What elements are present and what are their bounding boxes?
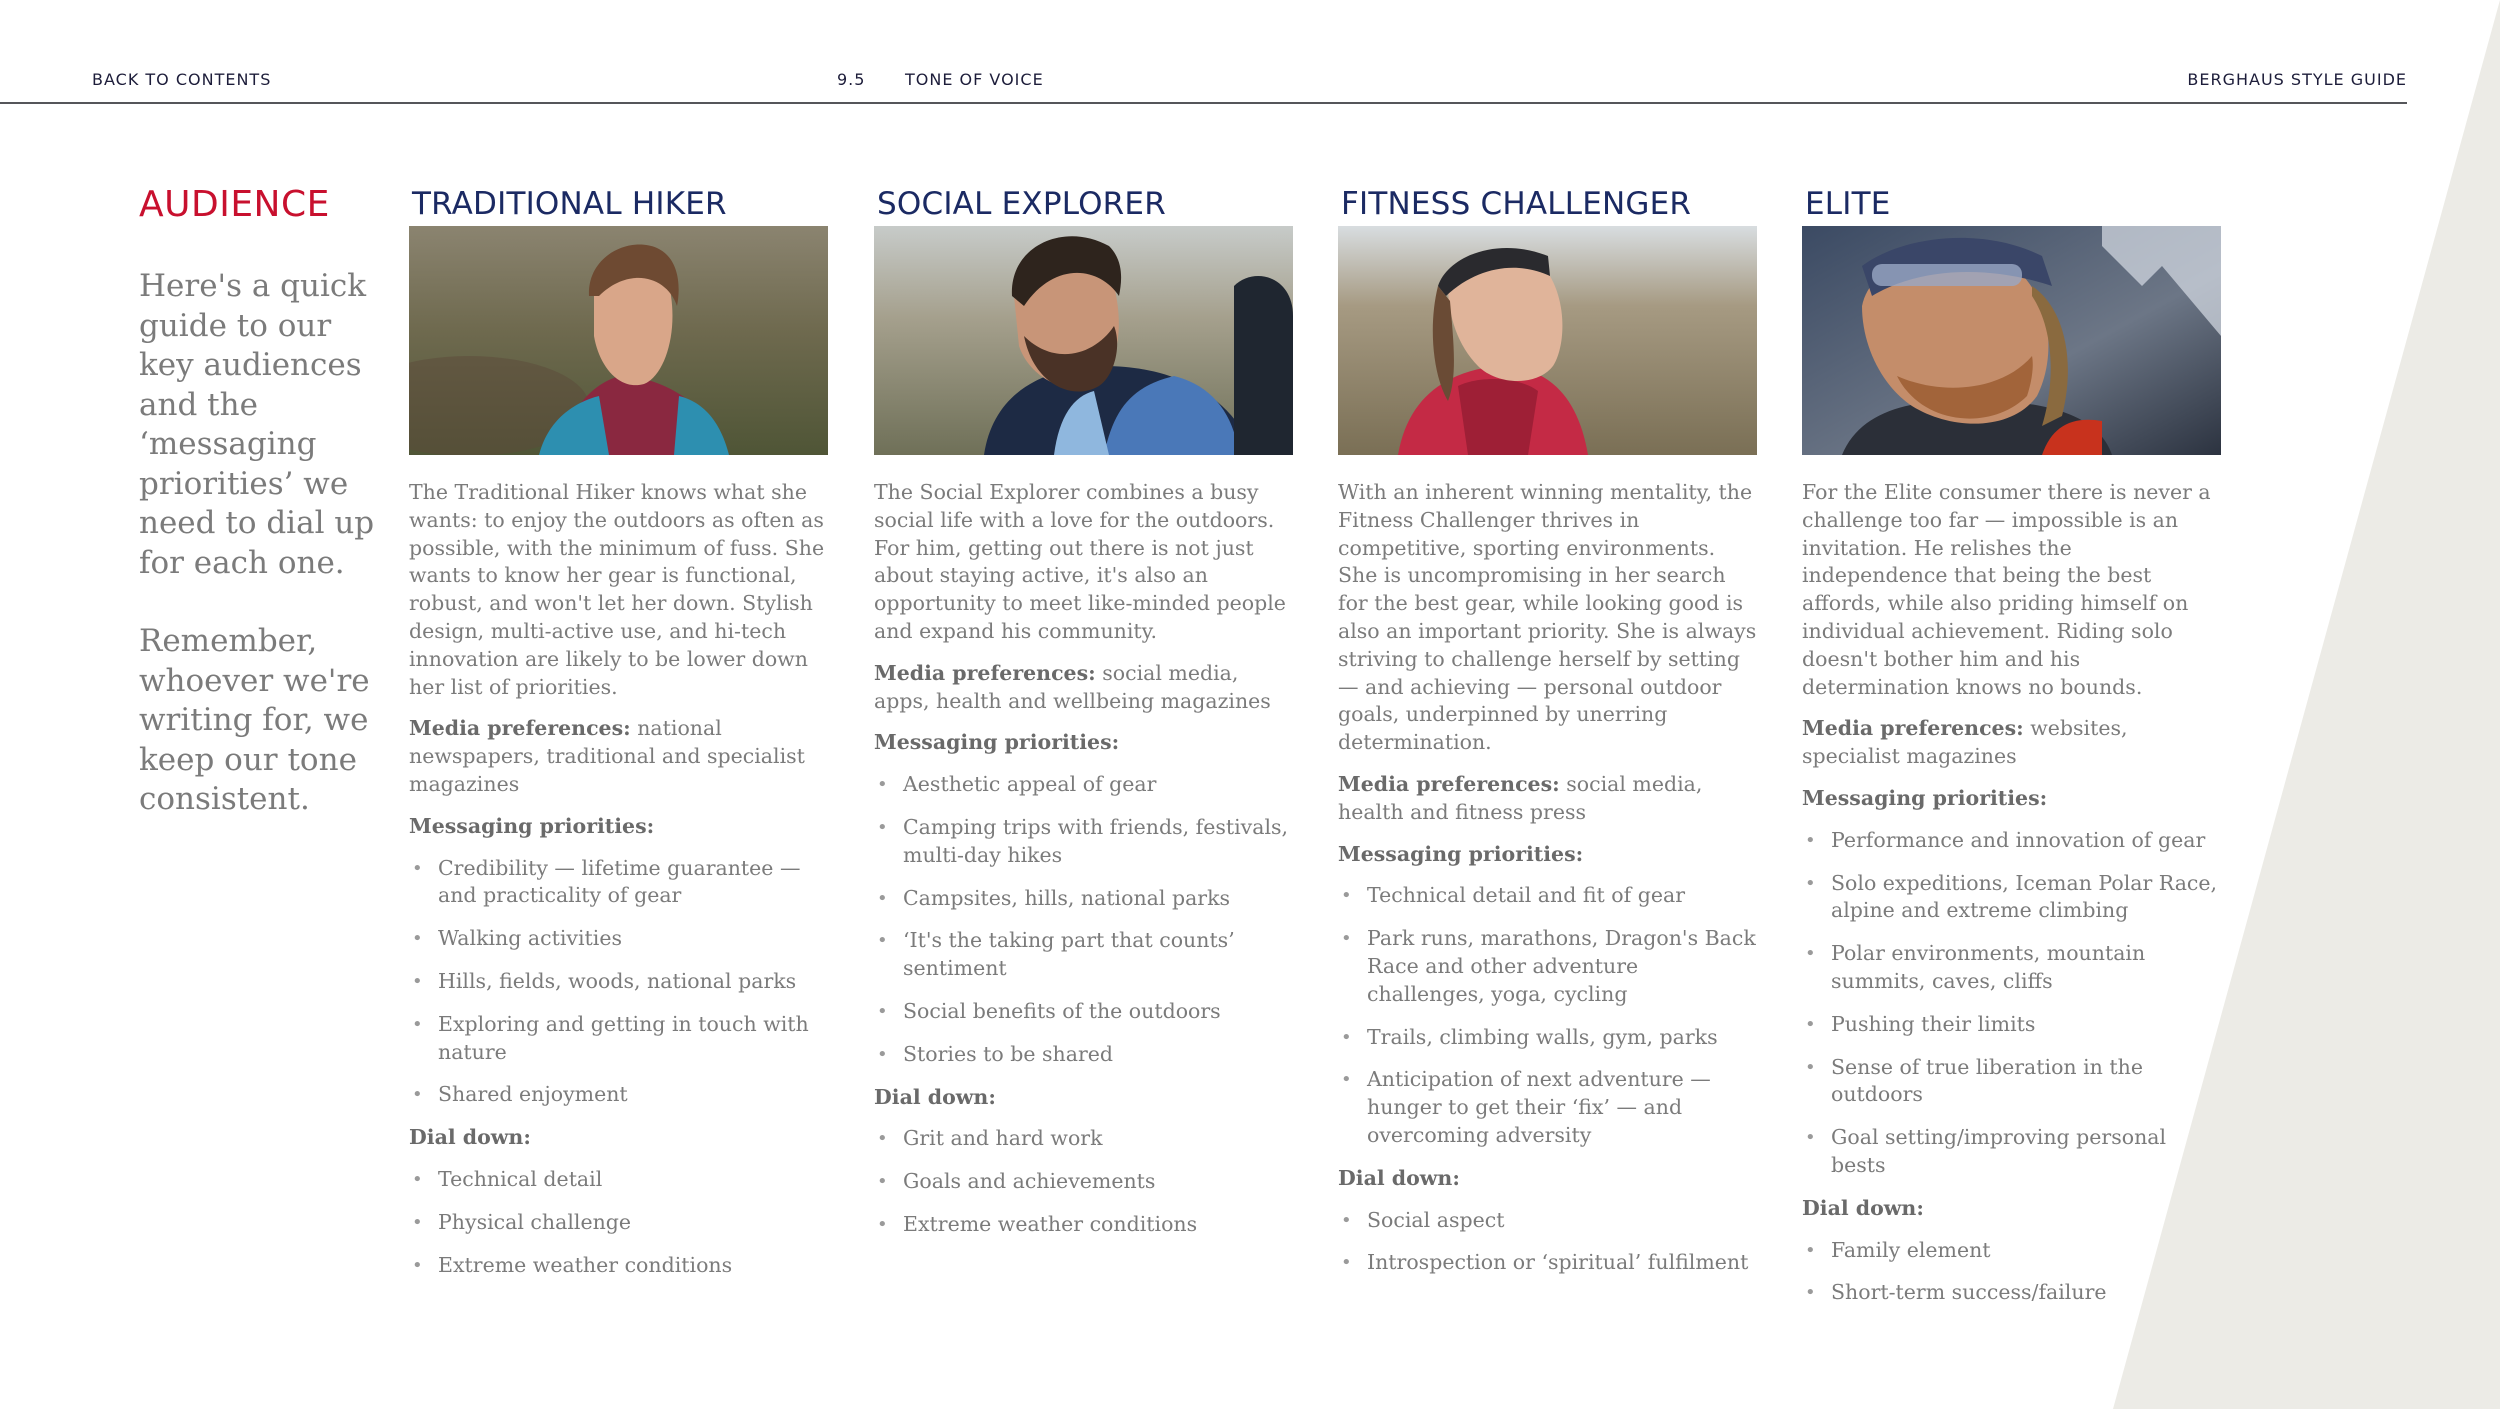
back-to-contents-link[interactable]: BACK TO CONTENTS [92, 70, 272, 89]
page-title: AUDIENCE [139, 184, 330, 225]
list-item: • Short-term success/failure [1802, 1279, 2222, 1307]
dial-down-list [874, 1125, 1294, 1238]
audience-description: With an inherent winning mentality, the Fitness Challenger thrives in competitive, sporting environments. She is uncompromising in her search for the best gear, while looking good is also an important priority. She is always striving to challenge herself by setting — and achieving — personal outdoor goals, underpinned by unerring determination. [1338, 480, 1757, 755]
messaging-priorities-label: Messaging priorities: [409, 813, 655, 838]
audience-description: The Traditional Hiker knows what she wants: to enjoy the outdoors as often as possible, with the minimum of fuss. She wants to know her gear is functional, robust, and won't let her down. Stylish design, multi-active use, and hi-tech innovation are likely to be lower down her list of priorities. [409, 480, 825, 699]
list-item: • Grit and hard work [874, 1125, 1294, 1153]
media-preferences [1338, 771, 1758, 827]
list-item: • Shared enjoyment [409, 1081, 829, 1109]
messaging-priorities-list [874, 771, 1294, 1068]
media-preferences [409, 715, 829, 798]
list-item: • Aesthetic appeal of gear [874, 771, 1294, 799]
list-item: • Goal setting/improving personal bests [1802, 1124, 2222, 1180]
audience-title: SOCIAL EXPLORER [877, 186, 1166, 222]
dial-down-label: Dial down: [874, 1084, 996, 1109]
list-item: • Performance and innovation of gear [1802, 827, 2222, 855]
audience-body [1338, 479, 1758, 1277]
list-item: • Solo expeditions, Iceman Polar Race, alpine and extreme climbing [1802, 870, 2222, 926]
list-item: • Technical detail [409, 1166, 829, 1194]
list-item: • Campsites, hills, national parks [874, 885, 1294, 913]
list-item: • Walking activities [409, 925, 829, 953]
list-item: • Exploring and getting in touch with nature [409, 1011, 829, 1067]
intro-paragraph: Here's a quick guide to our key audiences and the ‘messaging priorities’ we need to dial up for each one. [139, 268, 375, 581]
list-item: • Trails, climbing walls, gym, parks [1338, 1024, 1758, 1052]
list-item: • Camping trips with friends, festivals, multi-day hikes [874, 814, 1294, 870]
dial-down-label: Dial down: [1338, 1165, 1460, 1190]
audience-photo [1802, 226, 2221, 455]
list-item: • Pushing their limits [1802, 1011, 2222, 1039]
section-number: 9.5 [837, 70, 866, 89]
audience-photo [409, 226, 828, 455]
dial-down-list [1338, 1207, 1758, 1278]
list-item: • Park runs, marathons, Dragon's Back Race and other adventure challenges, yoga, cycling [1338, 925, 1758, 1008]
media-preferences-label: Media preferences: [1338, 771, 1560, 796]
intro-paragraph: Remember, whoever we're writing for, we keep our tone consistent. [139, 623, 370, 817]
messaging-priorities-list [409, 855, 829, 1110]
guide-title: BERGHAUS STYLE GUIDE [2187, 70, 2407, 89]
list-item: • Credibility — lifetime guarantee — and practicality of gear [409, 855, 829, 911]
page-header [0, 70, 2407, 104]
audience-column-fitness-challenger [1338, 184, 1758, 1292]
media-preferences [1802, 715, 2222, 771]
media-preferences-label: Media preferences: [874, 660, 1096, 685]
audience-title: TRADITIONAL HIKER [412, 186, 727, 222]
section-title: TONE OF VOICE [905, 70, 1044, 89]
messaging-priorities-label: Messaging priorities: [1338, 841, 1584, 866]
audience-description: The Social Explorer combines a busy social life with a love for the outdoors. For him, getting out there is not just about staying active, it's also an opportunity to meet like-minded people and expand his community. [874, 480, 1286, 643]
media-preferences-text: websites, specialist magazines [1802, 716, 2128, 769]
media-preferences [874, 660, 1294, 716]
audience-body [409, 479, 829, 1279]
list-item: • Technical detail and fit of gear [1338, 882, 1758, 910]
audience-body [874, 479, 1294, 1239]
list-item: • Social benefits of the outdoors [874, 998, 1294, 1026]
list-item: • Introspection or ‘spiritual’ fulfilment [1338, 1249, 1758, 1277]
media-preferences-label: Media preferences: [409, 716, 631, 741]
media-preferences-text: social media, health and fitness press [1338, 771, 1703, 824]
dial-down-label: Dial down: [409, 1125, 531, 1150]
list-item: • Polar environments, mountain summits, caves, cliffs [1802, 940, 2222, 996]
dial-down-list [1802, 1237, 2222, 1308]
audience-title: FITNESS CHALLENGER [1341, 186, 1692, 222]
list-item: • Extreme weather conditions [874, 1211, 1294, 1239]
list-item: • Sense of true liberation in the outdoors [1802, 1054, 2222, 1110]
dial-down-list [409, 1166, 829, 1279]
list-item: • ‘It's the taking part that counts’ sentiment [874, 927, 1294, 983]
list-item: • Family element [1802, 1237, 2222, 1265]
audience-photo [1338, 226, 1757, 455]
messaging-priorities-label: Messaging priorities: [874, 730, 1120, 755]
list-item: • Stories to be shared [874, 1041, 1294, 1069]
media-preferences-text: national newspapers, traditional and specialist magazines [409, 716, 805, 796]
audience-intro [139, 184, 389, 820]
audience-description: For the Elite consumer there is never a challenge too far — impossible is an invitation. He relishes the independence that being the best affords, while also priding himself on individual achievement. Riding solo doesn't bother him and his determination knows no bounds. [1802, 480, 2211, 699]
audience-title: ELITE [1805, 186, 1891, 222]
media-preferences-text: social media, apps, health and wellbeing magazines [874, 660, 1271, 713]
dial-down-label: Dial down: [1802, 1195, 1924, 1220]
list-item: • Hills, fields, woods, national parks [409, 968, 829, 996]
messaging-priorities-list [1338, 882, 1758, 1149]
audience-column-social-explorer [874, 184, 1294, 1254]
list-item: • Social aspect [1338, 1207, 1758, 1235]
messaging-priorities-label: Messaging priorities: [1802, 785, 2048, 810]
audience-photo [874, 226, 1293, 455]
list-item: • Physical challenge [409, 1209, 829, 1237]
list-item: • Anticipation of next adventure — hunger to get their ‘fix’ — and overcoming adversity [1338, 1066, 1758, 1149]
list-item: • Goals and achievements [874, 1168, 1294, 1196]
messaging-priorities-list [1802, 827, 2222, 1180]
media-preferences-label: Media preferences: [1802, 716, 2024, 741]
list-item: • Extreme weather conditions [409, 1252, 829, 1280]
audience-column-elite [1802, 184, 2222, 1322]
audience-column-traditional-hiker [409, 184, 829, 1294]
audience-body [1802, 479, 2222, 1307]
